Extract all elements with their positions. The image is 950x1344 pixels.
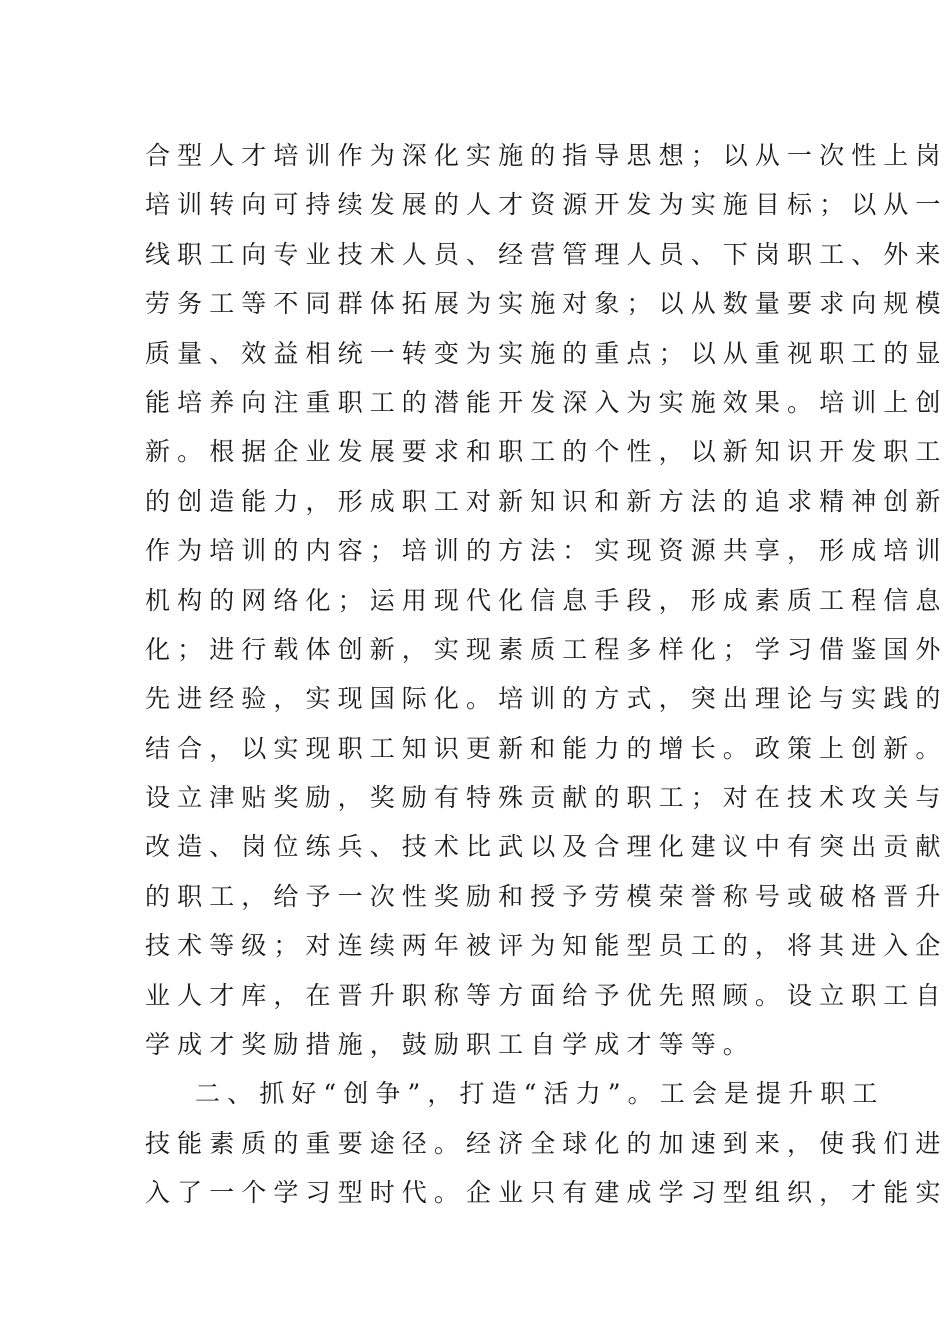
text-line: 设立津贴奖励，奖励有特殊贡献的职工；对在技术攻关与 — [145, 783, 948, 813]
text-line: 业人才库，在晋升职称等方面给予优先照顾。设立职工自 — [145, 980, 948, 1010]
text-line: 改造、岗位练兵、技术比武以及合理化建议中有突出贡献 — [145, 832, 948, 862]
text-line: 合型人才培训作为深化实施的指导思想；以从一次性上岗 — [145, 141, 948, 170]
text-line: 线职工向专业技术人员、经营管理人员、下岗职工、外来 — [145, 239, 948, 269]
text-line: 质量、效益相统一转变为实施的重点；以从重视职工的显 — [145, 338, 948, 368]
text-line: 的职工，给予一次性奖励和授予劳模荣誉称号或破格晋升 — [145, 881, 948, 911]
text-line: 的创造能力，形成职工对新知识和新方法的追求精神创新 — [145, 486, 948, 516]
text-line: 化；进行载体创新，实现素质工程多样化；学习借鉴国外 — [145, 634, 948, 664]
paragraph-start-line: 二、抓好“创争”，打造“活力”。工会是提升职工 — [195, 1079, 885, 1109]
text-line: 机构的网络化；运用现代化信息手段，形成素质工程信息 — [145, 585, 948, 615]
text-line: 先进经验，实现国际化。培训的方式，突出理论与实践的 — [145, 684, 948, 714]
text-line: 能培养向注重职工的潜能开发深入为实施效果。培训上创 — [145, 387, 948, 417]
text-line: 结合，以实现职工知识更新和能力的增长。政策上创新。 — [145, 733, 948, 763]
body-text — [145, 131, 948, 1218]
text-line: 劳务工等不同群体拓展为实施对象；以从数量要求向规模 — [145, 289, 948, 319]
text-line: 技能素质的重要途径。经济全球化的加速到来，使我们进 — [145, 1128, 948, 1158]
text-line: 入了一个学习型时代。企业只有建成学习型组织，才能实 — [145, 1178, 948, 1208]
text-line: 作为培训的内容；培训的方法：实现资源共享，形成培训 — [145, 536, 948, 566]
text-line: 新。根据企业发展要求和职工的个性，以新知识开发职工 — [145, 437, 948, 467]
text-line: 学成才奖励措施，鼓励职工自学成才等等。 — [145, 1030, 755, 1060]
text-line: 技术等级；对连续两年被评为知能型员工的，将其进入企 — [145, 931, 948, 961]
text-line: 培训转向可持续发展的人才资源开发为实施目标；以从一 — [145, 190, 948, 220]
